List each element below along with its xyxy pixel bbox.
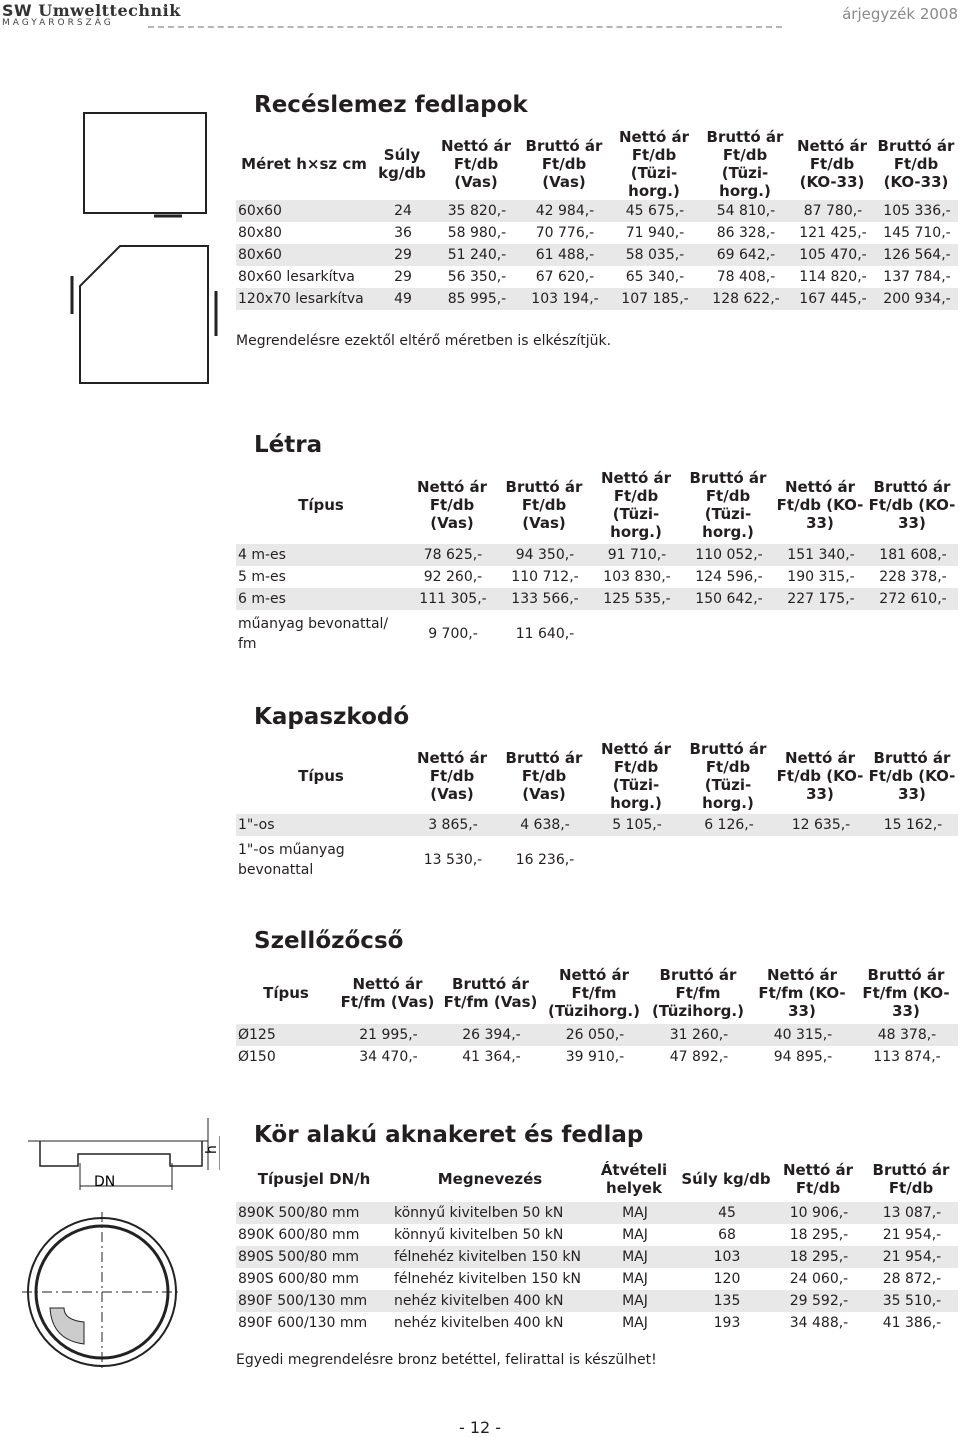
kapaszkodo-header-2: Bruttó ár Ft/db (Vas): [505, 749, 583, 803]
fedlapok-cell: 56 350,-: [447, 269, 507, 285]
header-right-title: árjegyzék 2008: [842, 5, 958, 23]
header-dashed-line: [148, 26, 782, 28]
aknakeret-cell: nehéz kivitelben 400 kN: [394, 1315, 564, 1331]
letra-table: [236, 466, 958, 658]
fedlapok-header-6: Nettó ár Ft/db (KO-33): [796, 137, 868, 191]
szellozocso-header-0: Típus: [263, 984, 309, 1002]
table-row: [236, 1046, 958, 1068]
fedlapok-cell: 128 622,-: [700, 288, 790, 310]
letra-cell: [774, 610, 866, 658]
aknakeret-header-2: Átvételi helyek: [600, 1161, 668, 1197]
aknakeret-cell: könnyű kivitelben 50 kN: [392, 1202, 588, 1224]
kapaszkodo-header-3: Nettó ár Ft/db (Tüzi-horg.): [600, 740, 672, 812]
fedlapok-header-5: Bruttó ár Ft/db (Tüzi-horg.): [706, 128, 784, 200]
fedlapok-cell: 24: [372, 200, 432, 222]
aknakeret-header-4: Nettó ár Ft/db: [782, 1161, 854, 1197]
szellozocso-cell: 31 260,-: [646, 1024, 750, 1046]
section-title-szellozocso: Szellőzőcső: [254, 928, 404, 954]
aknakeret-cell: félnehéz kivitelben 150 kN: [394, 1271, 581, 1287]
company-logo: [2, 1, 181, 28]
aknakeret-cell: 103: [680, 1246, 772, 1268]
h-label: h: [204, 1145, 220, 1154]
letra-cell: 110 052,-: [682, 544, 774, 566]
aknakeret-cell: 890S 600/80 mm: [238, 1271, 360, 1287]
szellozocso-cell: 41 364,-: [462, 1049, 521, 1065]
section-title-aknakeret: Kör alakú aknakeret és fedlap: [254, 1122, 644, 1148]
kapaszkodo-cell: 15 162,-: [866, 814, 958, 836]
szellozocso-cell: 39 910,-: [565, 1049, 625, 1065]
fedlapok-cell: 78 408,-: [716, 269, 776, 285]
aknakeret-cell: MAJ: [622, 1315, 648, 1331]
logo-subtitle: MAGYARORSZÁG: [2, 18, 114, 28]
fedlapok-header-2: Nettó ár Ft/db (Vas): [440, 137, 512, 191]
table-row: [236, 1202, 958, 1224]
aknakeret-cell: 18 295,-: [772, 1246, 864, 1268]
fedlapok-cell: 137 784,-: [883, 269, 951, 285]
table-row: [236, 836, 958, 884]
fedlapok-cell: 70 776,-: [535, 225, 595, 241]
aknakeret-cell: 890F 500/130 mm: [236, 1290, 392, 1312]
fedlapok-header-3: Bruttó ár Ft/db (Vas): [525, 137, 603, 191]
aknakeret-header-3: Súly kg/db: [681, 1170, 771, 1188]
fedlapok-cell: 61 488,-: [520, 244, 608, 266]
kapaszkodo-cell: 1"-os műanyag bevonattal: [236, 836, 406, 884]
aknakeret-cell: 135: [680, 1290, 772, 1312]
fedlapok-header-0: Méret h×sz cm: [241, 155, 367, 173]
letra-cell: 227 175,-: [774, 588, 866, 610]
table-row: [236, 1312, 958, 1334]
szellozocso-cell: 26 050,-: [542, 1024, 646, 1046]
kapaszkodo-cell: 12 635,-: [774, 814, 866, 836]
fedlapok-cell: 120x70 lesarkítva: [236, 288, 372, 310]
fedlapok-cell: 80x60 lesarkítva: [238, 269, 355, 285]
section-title-kapaszkodo: Kapaszkodó: [254, 704, 410, 730]
cover-plate-drawings: [44, 96, 224, 396]
aknakeret-cell: 890K 600/80 mm: [238, 1227, 360, 1243]
kapaszkodo-header-1: Nettó ár Ft/db (Vas): [416, 749, 488, 803]
aknakeret-table: [236, 1156, 958, 1334]
page-number: - 12 -: [458, 1418, 502, 1437]
letra-cell: 228 378,-: [879, 569, 947, 585]
letra-cell: 133 566,-: [498, 588, 590, 610]
szellozocso-cell: 34 470,-: [359, 1049, 418, 1065]
table-row: [236, 814, 958, 836]
aknakeret-cell: 193: [713, 1315, 741, 1331]
manhole-drawing: [20, 1108, 220, 1368]
aknakeret-cell: 41 386,-: [882, 1315, 942, 1331]
aknakeret-header-0: Típusjel DN/h: [257, 1170, 371, 1188]
aknakeret-cell: 45: [680, 1202, 772, 1224]
letra-cell: [682, 610, 774, 658]
szellozocso-cell: 47 892,-: [669, 1049, 729, 1065]
section-title-fedlapok: Recéslemez fedlapok: [254, 92, 528, 118]
letra-header-4: Bruttó ár Ft/db (Tüzi-horg.): [689, 469, 767, 541]
fedlapok-cell: 145 710,-: [883, 225, 951, 241]
letra-header-3: Nettó ár Ft/db (Tüzi-horg.): [600, 469, 672, 541]
aknakeret-cell: 890K 500/80 mm: [236, 1202, 392, 1224]
table-row: [236, 244, 958, 266]
letra-cell: 91 710,-: [590, 544, 682, 566]
fedlapok-cell: 67 620,-: [535, 269, 595, 285]
kapaszkodo-header-0: Típus: [298, 767, 344, 785]
letra-cell: 4 m-es: [236, 544, 406, 566]
szellozocso-cell: Ø125: [236, 1024, 336, 1046]
fedlapok-cell: 54 810,-: [700, 200, 790, 222]
fedlapok-cell: 45 675,-: [608, 200, 700, 222]
aknakeret-cell: nehéz kivitelben 400 kN: [392, 1290, 588, 1312]
logo-main: SW: [2, 1, 33, 20]
kapaszkodo-header-6: Bruttó ár Ft/db (KO-33): [868, 749, 956, 803]
aknakeret-cell: MAJ: [588, 1202, 680, 1224]
letra-cell: 190 315,-: [787, 569, 855, 585]
kapaszkodo-cell: [774, 836, 866, 884]
fedlapok-cell: 80x80: [238, 225, 282, 241]
aknakeret-cell: 21 954,-: [882, 1227, 942, 1243]
table-row: [236, 288, 958, 310]
aknakeret-cell: 29 592,-: [772, 1290, 864, 1312]
fedlapok-cell: 200 934,-: [874, 288, 958, 310]
aknakeret-cell: MAJ: [588, 1246, 680, 1268]
fedlapok-cell: 80x60: [236, 244, 372, 266]
letra-header-1: Nettó ár Ft/db (Vas): [416, 478, 488, 532]
letra-cell: 150 642,-: [682, 588, 774, 610]
table-row: [236, 566, 958, 588]
aknakeret-cell: 890S 500/80 mm: [236, 1246, 392, 1268]
aknakeret-header-5: Bruttó ár Ft/db: [872, 1161, 950, 1197]
table-row: [236, 1290, 958, 1312]
kapaszkodo-cell: [682, 836, 774, 884]
table-row: [236, 1246, 958, 1268]
szellozocso-header-1: Nettó ár Ft/fm (Vas): [340, 975, 435, 1011]
fedlapok-cell: 103 194,-: [520, 288, 608, 310]
kapaszkodo-cell: 16 236,-: [498, 836, 590, 884]
aknakeret-cell: MAJ: [622, 1227, 648, 1243]
szellozocso-cell: 26 394,-: [439, 1024, 542, 1046]
aknakeret-cell: 21 954,-: [864, 1246, 958, 1268]
szellozocso-header-3: Nettó ár Ft/fm (Tüzihorg.): [548, 966, 640, 1020]
aknakeret-header-1: Megnevezés: [437, 1170, 543, 1188]
fedlapok-cell: 49: [372, 288, 432, 310]
letra-cell: [590, 610, 682, 658]
fedlapok-cell: 107 185,-: [608, 288, 700, 310]
aknakeret-cell: 120: [713, 1271, 741, 1287]
letra-cell: 111 305,-: [406, 588, 498, 610]
fedlapok-cell: 85 995,-: [432, 288, 520, 310]
letra-cell: 272 610,-: [866, 588, 958, 610]
kapaszkodo-header-4: Bruttó ár Ft/db (Tüzi-horg.): [689, 740, 767, 812]
kapaszkodo-cell: 4 638,-: [498, 814, 590, 836]
szellozocso-cell: Ø150: [238, 1049, 276, 1065]
letra-header-5: Nettó ár Ft/db (KO-33): [776, 478, 864, 532]
aknakeret-cell: félnehéz kivitelben 150 kN: [392, 1246, 588, 1268]
szellozocso-header-6: Bruttó ár Ft/fm (KO-33): [862, 966, 950, 1020]
kapaszkodo-cell: 5 105,-: [590, 814, 682, 836]
letra-cell: 103 830,-: [603, 569, 671, 585]
fedlapok-table: [236, 128, 958, 310]
aknakeret-cell: MAJ: [622, 1271, 648, 1287]
aknakeret-note: Egyedi megrendelésre bronz betéttel, felirattal is készülhet!: [236, 1352, 657, 1368]
fedlapok-cell: 126 564,-: [874, 244, 958, 266]
szellozocso-header-5: Nettó ár Ft/fm (KO-33): [758, 966, 846, 1020]
letra-cell: 9 700,-: [406, 610, 498, 658]
letra-cell: 5 m-es: [238, 569, 286, 585]
fedlapok-cell: 121 425,-: [799, 225, 867, 241]
kapaszkodo-cell: [590, 836, 682, 884]
fedlapok-cell: 58 035,-: [608, 244, 700, 266]
fedlapok-cell: 36: [394, 225, 412, 241]
kapaszkodo-cell: 13 530,-: [406, 836, 498, 884]
fedlapok-cell: 71 940,-: [625, 225, 685, 241]
fedlapok-header-4: Nettó ár Ft/db (Tüzi-horg.): [618, 128, 690, 200]
table-row: [236, 200, 958, 222]
aknakeret-cell: 890F 600/130 mm: [238, 1315, 368, 1331]
dn-label: DN: [94, 1174, 116, 1190]
fedlapok-cell: 60x60: [236, 200, 372, 222]
aknakeret-cell: 34 488,-: [789, 1315, 849, 1331]
letra-cell: 124 596,-: [695, 569, 763, 585]
fedlapok-cell: 29: [394, 269, 412, 285]
fedlapok-cell: 86 328,-: [716, 225, 776, 241]
kapaszkodo-cell: [866, 836, 958, 884]
fedlapok-cell: 105 336,-: [874, 200, 958, 222]
fedlapok-cell: 29: [372, 244, 432, 266]
letra-cell: [866, 610, 958, 658]
fedlapok-cell: 42 984,-: [520, 200, 608, 222]
letra-cell: műanyag bevonattal/ fm: [236, 610, 406, 658]
table-row: [236, 544, 958, 566]
fedlapok-cell: 58 980,-: [447, 225, 507, 241]
szellozocso-cell: 40 315,-: [750, 1024, 854, 1046]
letra-header-0: Típus: [298, 496, 344, 514]
letra-cell: 110 712,-: [511, 569, 579, 585]
letra-cell: 92 260,-: [423, 569, 483, 585]
table-row: [236, 1268, 958, 1290]
fedlapok-cell: 87 780,-: [790, 200, 874, 222]
aknakeret-cell: MAJ: [588, 1290, 680, 1312]
fedlapok-header-1: Súly kg/db: [378, 146, 426, 182]
letra-header-6: Bruttó ár Ft/db (KO-33): [868, 478, 956, 532]
fedlapok-header-7: Bruttó ár Ft/db (KO-33): [877, 137, 955, 191]
szellozocso-cell: 94 895,-: [773, 1049, 833, 1065]
fedlapok-cell: 114 820,-: [799, 269, 867, 285]
fedlapok-cell: 35 820,-: [432, 200, 520, 222]
fedlapok-cell: 65 340,-: [625, 269, 685, 285]
logo-rest: Umwelttechnik: [38, 1, 181, 20]
kapaszkodo-cell: 6 126,-: [682, 814, 774, 836]
fedlapok-cell: 105 470,-: [790, 244, 874, 266]
szellozocso-table: [236, 962, 958, 1068]
letra-cell: 125 535,-: [590, 588, 682, 610]
szellozocso-cell: 48 378,-: [854, 1024, 958, 1046]
fedlapok-cell: 51 240,-: [432, 244, 520, 266]
aknakeret-cell: 24 060,-: [789, 1271, 849, 1287]
table-row: [236, 1224, 958, 1246]
kapaszkodo-cell: 1"-os: [236, 814, 406, 836]
table-row: [236, 266, 958, 288]
aknakeret-cell: 28 872,-: [882, 1271, 942, 1287]
table-row: [236, 222, 958, 244]
fedlapok-cell: 167 445,-: [790, 288, 874, 310]
letra-cell: 6 m-es: [236, 588, 406, 610]
fedlapok-cell: 69 642,-: [700, 244, 790, 266]
letra-cell: 94 350,-: [498, 544, 590, 566]
letra-cell: 181 608,-: [866, 544, 958, 566]
table-row: [236, 610, 958, 658]
kapaszkodo-cell: 3 865,-: [406, 814, 498, 836]
kapaszkodo-header-5: Nettó ár Ft/db (KO-33): [776, 749, 864, 803]
szellozocso-cell: 113 874,-: [873, 1049, 941, 1065]
aknakeret-cell: 10 906,-: [772, 1202, 864, 1224]
letra-cell: 151 340,-: [774, 544, 866, 566]
aknakeret-cell: 68: [718, 1227, 736, 1243]
fedlapok-note: Megrendelésre ezektől eltérő méretben is elkészítjük.: [236, 333, 612, 349]
aknakeret-cell: 35 510,-: [864, 1290, 958, 1312]
letra-cell: 11 640,-: [498, 610, 590, 658]
kapaszkodo-table: [236, 738, 958, 884]
szellozocso-cell: 21 995,-: [336, 1024, 439, 1046]
letra-cell: 78 625,-: [406, 544, 498, 566]
szellozocso-header-2: Bruttó ár Ft/fm (Vas): [443, 975, 538, 1011]
section-title-letra: Létra: [254, 432, 323, 458]
table-row: [236, 1024, 958, 1046]
aknakeret-cell: 13 087,-: [864, 1202, 958, 1224]
aknakeret-cell: 18 295,-: [789, 1227, 849, 1243]
letra-header-2: Bruttó ár Ft/db (Vas): [505, 478, 583, 532]
szellozocso-header-4: Bruttó ár Ft/fm (Tüzihorg.): [652, 966, 744, 1020]
table-row: [236, 588, 958, 610]
aknakeret-cell: könnyű kivitelben 50 kN: [394, 1227, 564, 1243]
